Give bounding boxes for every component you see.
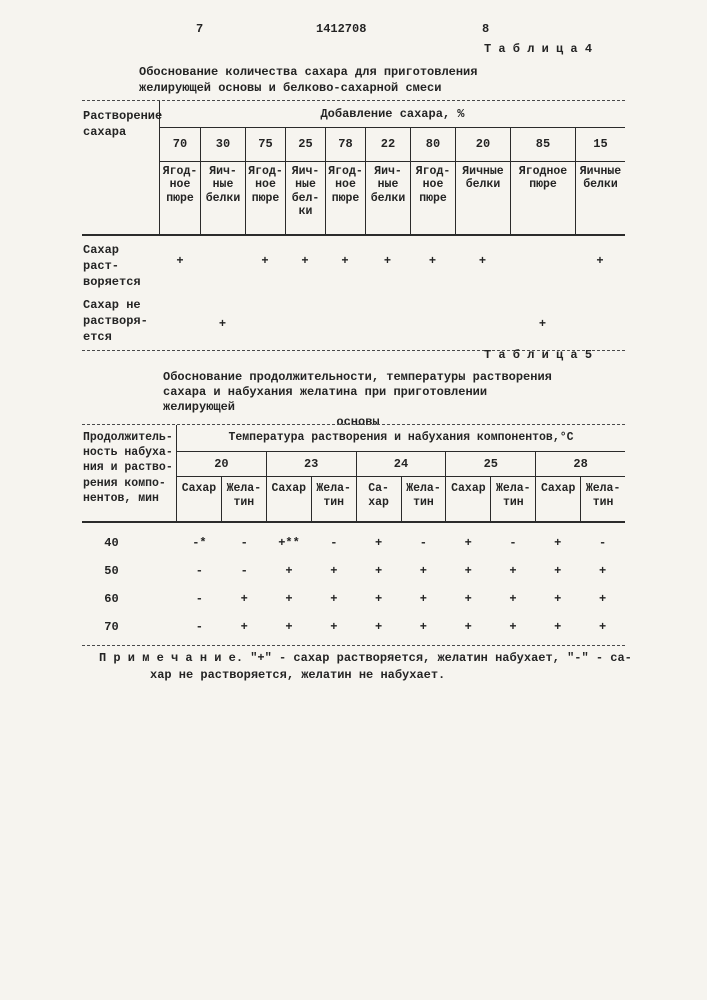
mark-cell — [455, 291, 510, 346]
mark-cell: - — [509, 536, 517, 550]
table5-header-right — [177, 425, 625, 521]
temperature-cell: 25 — [445, 452, 535, 476]
mark-cell — [160, 291, 200, 346]
mark-cell: + — [374, 564, 383, 578]
percentage-cell: 25 — [285, 128, 325, 161]
subheader-cell: Жела- тин — [580, 477, 625, 521]
mark-cell: + — [176, 254, 184, 268]
percentage-cell: 75 — [245, 128, 285, 161]
percentage-cell: 15 — [575, 128, 625, 161]
mark-cell: + — [341, 254, 349, 268]
mark-cell — [200, 236, 245, 291]
mark-cell: +** — [278, 536, 300, 550]
subheader-cell: Жела- тин — [221, 477, 266, 521]
table5-column-group-header: Температура растворения и набухания компонентов,°С — [177, 425, 625, 452]
table4-column-group-header: Добавление сахара, % — [160, 101, 625, 128]
temperature-cell: 28 — [535, 452, 625, 476]
table4-row-header: Растворение сахара — [82, 101, 160, 234]
mark-cell: -* — [192, 536, 207, 550]
table5-row-40 — [82, 529, 625, 557]
table5-row-header: Продолжитель- ность набуха- ния и раство- рения компо- нентов, мин — [82, 425, 177, 521]
mark-cell: + — [428, 254, 437, 268]
table5-subheaders-row — [177, 477, 625, 521]
table5-marks-row — [177, 585, 625, 613]
mark-cell: + — [554, 564, 562, 578]
subheader-cell: Са- хар — [356, 477, 401, 521]
temperature-cell: 24 — [356, 452, 446, 476]
table5-marks-row — [177, 557, 625, 585]
ingredient-cell: Ягодное пюре — [510, 162, 575, 234]
mark-cell: + — [330, 620, 338, 634]
mark-cell: + — [598, 592, 607, 606]
mark-cell: + — [285, 564, 293, 578]
mark-cell: + — [598, 620, 607, 634]
ingredient-cell: Яич- ные бел- ки — [285, 162, 325, 234]
mark-cell: + — [285, 620, 293, 634]
duration-cell: 60 — [104, 592, 119, 606]
mark-cell: + — [261, 254, 269, 268]
table5-title-line1: Обоснование продолжительности, температуры растворения — [163, 370, 552, 384]
table4-row-not-dissolves — [82, 291, 625, 346]
table5-row-70 — [82, 613, 625, 641]
table4-marks-row — [160, 291, 625, 346]
subheader-cell: Жела- тин — [401, 477, 446, 521]
mark-cell — [410, 291, 455, 346]
mark-cell: + — [218, 316, 227, 331]
mark-cell: + — [374, 592, 383, 606]
ingredient-cell: Ягод- ное пюре — [410, 162, 455, 234]
table4-title-line2: желирующей основы и белково-сахарной смеси — [139, 81, 442, 95]
subheader-cell: Сахар — [266, 477, 311, 521]
duration-cell: 50 — [104, 564, 119, 578]
mark-cell — [575, 291, 625, 346]
note-line1: П р и м е ч а н и е. "+" - сахар растворяется, желатин набухает, "-" - са- — [99, 651, 632, 665]
ingredient-cell: Яич- ные белки — [200, 162, 245, 234]
mark-cell: - — [598, 536, 607, 550]
mark-cell — [325, 291, 365, 346]
mark-cell — [510, 236, 575, 291]
mark-cell: + — [538, 316, 547, 331]
mark-cell: + — [374, 620, 383, 634]
page-number-left: 7 — [196, 22, 204, 36]
table5 — [82, 424, 625, 646]
mark-cell: + — [383, 254, 392, 268]
mark-cell: + — [596, 254, 604, 268]
table5-title-line2: сахара и набухания желатина при приготовлении желирующей — [163, 385, 488, 414]
mark-cell: - — [240, 536, 248, 550]
table4-header — [82, 101, 625, 236]
percentage-cell: 85 — [510, 128, 575, 161]
mark-cell: - — [330, 536, 338, 550]
mark-cell — [365, 291, 410, 346]
table5-row-50 — [82, 557, 625, 585]
duration-cell: 70 — [104, 620, 119, 634]
ingredient-cell: Яичные белки — [575, 162, 625, 234]
mark-cell: + — [554, 620, 562, 634]
mark-cell — [285, 291, 325, 346]
ingredient-cell: Ягод- ное пюре — [162, 165, 198, 205]
table4-percentages-row — [160, 128, 625, 162]
mark-cell: + — [464, 536, 472, 550]
note-line2: хар не растворяется, желатин не набухает. — [150, 668, 446, 682]
subheader-cell: Жела- тин — [490, 477, 535, 521]
mark-cell: + — [509, 564, 517, 578]
percentage-cell: 22 — [365, 128, 410, 161]
subheader-cell: Сахар — [181, 482, 217, 495]
document-number: 1412708 — [316, 22, 367, 36]
mark-cell: + — [330, 564, 338, 578]
page-number-right: 8 — [482, 22, 490, 36]
subheader-cell: Сахар — [445, 477, 490, 521]
mark-cell: + — [464, 564, 472, 578]
percentage-cell: 78 — [325, 128, 365, 161]
table4-title — [139, 64, 477, 96]
ingredient-cell: Ягод- ное пюре — [325, 162, 365, 234]
mark-cell: + — [419, 564, 427, 578]
table4 — [82, 100, 625, 351]
mark-cell: + — [240, 592, 248, 606]
mark-cell: - — [195, 592, 203, 606]
table4-row-label: Сахар раст- воряется — [83, 243, 141, 290]
mark-cell: + — [464, 592, 472, 606]
subheader-cell: Жела- тин — [311, 477, 356, 521]
subheader-cell: Сахар — [535, 477, 580, 521]
table5-title — [163, 370, 553, 430]
mark-cell: + — [554, 592, 562, 606]
table4-header-right — [160, 101, 625, 234]
table5-note — [99, 650, 679, 684]
table5-body — [82, 523, 625, 645]
table4-marks-row — [160, 236, 625, 291]
mark-cell: - — [240, 564, 248, 578]
mark-cell: + — [464, 620, 472, 634]
table4-title-line1: Обоснование количества сахара для приготовления — [139, 65, 478, 79]
table4-ingredients-row — [160, 162, 625, 234]
duration-cell: 40 — [104, 536, 119, 550]
temperature-cell: 20 — [214, 457, 229, 471]
temperature-cell: 23 — [266, 452, 356, 476]
percentage-cell: 70 — [172, 137, 188, 151]
ingredient-cell: Яичные белки — [455, 162, 510, 234]
mark-cell: + — [301, 254, 309, 268]
mark-cell: - — [195, 620, 203, 634]
mark-cell: + — [240, 620, 248, 634]
table4-row-label: Сахар не растворя- ется — [83, 297, 148, 344]
mark-cell: + — [285, 592, 293, 606]
table5-caption: Т а б л и ц а 5 — [484, 348, 593, 362]
mark-cell: + — [330, 592, 338, 606]
percentage-cell: 80 — [410, 128, 455, 161]
mark-cell: + — [509, 620, 517, 634]
table5-row-60 — [82, 585, 625, 613]
table5-marks-row — [177, 529, 625, 557]
mark-cell: + — [478, 254, 487, 268]
mark-cell: + — [509, 592, 517, 606]
mark-cell: - — [419, 536, 427, 550]
table5-marks-row — [177, 613, 625, 641]
ingredient-cell: Ягод- ное пюре — [245, 162, 285, 234]
table5-temperatures-row — [177, 452, 625, 477]
table4-row-dissolves — [82, 236, 625, 291]
percentage-cell: 30 — [200, 128, 245, 161]
mark-cell: - — [195, 564, 203, 578]
mark-cell: + — [598, 564, 607, 578]
mark-cell: + — [554, 536, 562, 550]
mark-cell — [245, 291, 285, 346]
mark-cell: + — [419, 620, 427, 634]
percentage-cell: 20 — [455, 128, 510, 161]
mark-cell: + — [419, 592, 427, 606]
ingredient-cell: Яич- ные белки — [365, 162, 410, 234]
mark-cell: + — [374, 536, 383, 550]
table5-header — [82, 425, 625, 523]
table5-title-line3: основы — [336, 415, 380, 429]
table4-caption: Т а б л и ц а 4 — [484, 42, 593, 56]
